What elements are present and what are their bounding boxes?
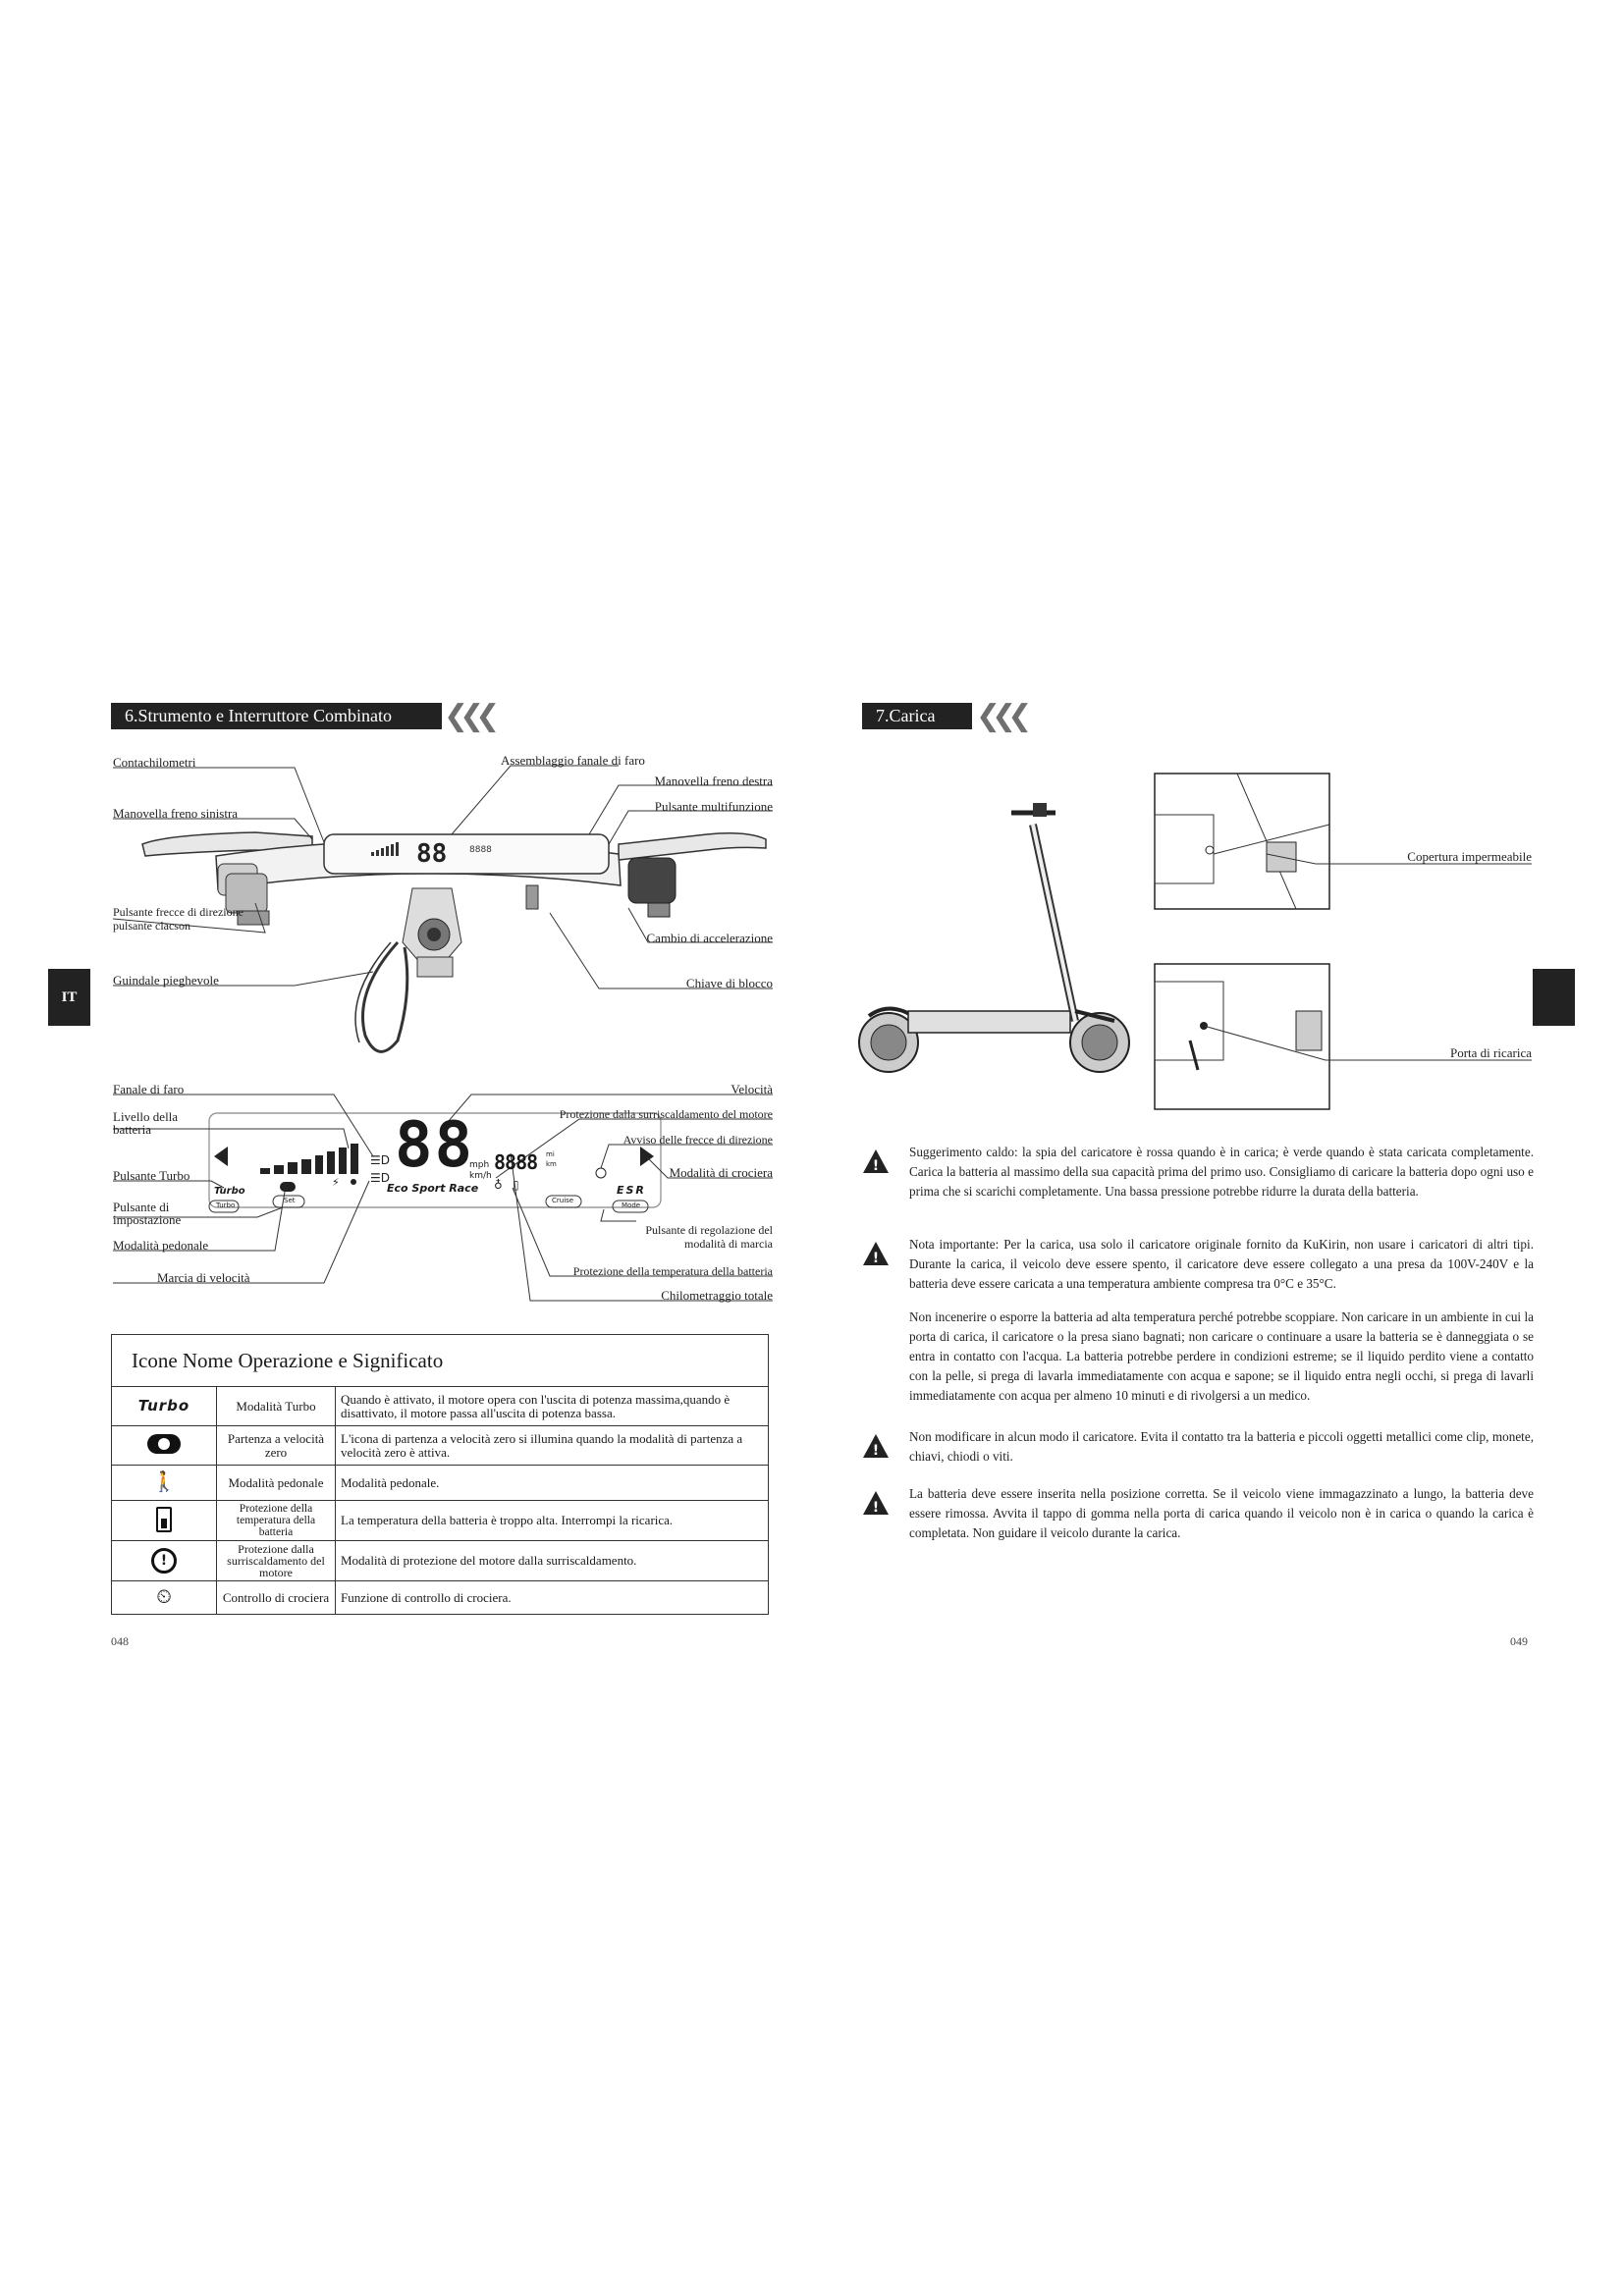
- callout-frecce: Avviso delle frecce di direzione: [623, 1133, 773, 1147]
- callout-copertura: Copertura impermeabile: [1407, 849, 1532, 864]
- chevrons-decoration: ❮❮❮: [444, 699, 492, 733]
- callout-cambio-accelerazione: Cambio di accelerazione: [646, 931, 773, 945]
- turbo-logo: Turbo: [214, 1186, 245, 1197]
- svg-text:☰D: ☰D: [370, 1171, 390, 1185]
- unit-mph: mph: [469, 1160, 490, 1170]
- svg-text:!: !: [872, 1251, 880, 1266]
- table-title: Icone Nome Operazione e Significato: [112, 1335, 769, 1387]
- unit-kmh: km/h: [469, 1171, 492, 1181]
- mode-button[interactable]: Mode: [622, 1201, 641, 1209]
- note-inserita: La batteria deve essere inserita nella posizione corretta. Se il veicolo viene immagazzinato a lungo, la batteria deve essere rimossa. Avvita il tappo di gomma nella porta di carica quando il veicolo non è in carica o quando la carica è completata. Non guidare il veicolo durante la carica.: [909, 1486, 1534, 1540]
- callout-regolazione: Pulsante di regolazione del modalità di marcia: [645, 1223, 773, 1251]
- callout-impostazione: Pulsante di impostazione: [113, 1200, 182, 1227]
- svg-text:▯: ▯: [513, 1178, 519, 1192]
- note-suggerimento: Suggerimento caldo: la spia del caricatore è rossa quando è in carica; è verde quando è stata caricata completamente. Carica la batteria al massimo della sua capacità prima del primo uso. Consigliamo di caricare la batteria dopo ogni uso e prima che si scarichi completamente. Una bassa pressione potrebbe ridurre la durata della batteria.: [909, 1145, 1534, 1199]
- svg-text:⚡: ⚡: [332, 1176, 340, 1189]
- callout-chiave-blocco: Chiave di blocco: [685, 976, 773, 990]
- note-importante: Nota importante: Per la carica, usa solo il caricatore originale fornito da KuKirin, non usare i caricatori di altri tipi. Durante la carica, il veicolo deve essere spento, il caricatore deve essere collegato a una presa da 100V-240V e la batteria deve essere caricata a una temperatura ambiente compresa tra 0°C e 35°C.: [909, 1237, 1534, 1291]
- section-title-carica: 7.Carica: [862, 703, 972, 729]
- callout-freno-destra: Manovella freno destra: [654, 774, 773, 788]
- speed-readout: 88: [395, 1109, 475, 1182]
- row-name: Partenza a velocità zero: [217, 1426, 336, 1466]
- chevrons-decoration: ❮❮❮: [976, 699, 1024, 733]
- motor-overheat-icon: !: [151, 1548, 177, 1574]
- svg-text:8888: 8888: [469, 845, 492, 855]
- callout-freno-sinistra: Manovella freno sinistra: [113, 806, 239, 821]
- odometer-readout: 8888: [494, 1150, 538, 1174]
- row-desc: Modalità di protezione del motore dalla surriscaldamento.: [336, 1541, 769, 1581]
- page-number-right: 049: [1510, 1634, 1528, 1648]
- cruise-button[interactable]: Cruise: [552, 1197, 574, 1204]
- modes-label: Eco Sport Race: [387, 1182, 479, 1195]
- note-incenerire: Non incenerire o esporre la batteria ad alta temperatura perché potrebbe scoppiare. Non caricare in un ambiente in cui la porta di carica, il caricatore o la presa siano bagnati; non caricare o continuare a usare la batteria se è danneggiata o se entra in contatto con l'acqua. La batteria potrebbe perdere in condizioni estreme; se il liquido perdito viene a contatto con la pelle, si prega di lavarla immediatamente con acqua e sapone; se il liquido entra negli occhi, si prega di lavarli immediatamente con acqua per almeno 10 minuti e di rivolgersi a un medico.: [909, 1309, 1534, 1403]
- svg-text:!: !: [872, 1443, 880, 1459]
- row-name: Protezione dalla surriscaldamento del motore: [217, 1541, 336, 1581]
- svg-text:♁: ♁: [494, 1178, 503, 1192]
- row-desc: Modalità pedonale.: [336, 1466, 769, 1501]
- row-desc: Quando è attivato, il motore opera con l'uscita di potenza massima,quando è disattivato, il motore passa all'uscita di potenza bassa.: [336, 1387, 769, 1426]
- callout-marcia: Marcia di velocità: [157, 1270, 250, 1285]
- cruise-icon: ⏲: [156, 1584, 172, 1608]
- callout-turbo: Pulsante Turbo: [113, 1168, 190, 1183]
- callout-assemblaggio-fanale: Assemblaggio fanale di faro: [501, 753, 645, 768]
- warning-icon: [862, 1241, 890, 1266]
- section-title-strumento: 6.Strumento e Interruttore Combinato: [111, 703, 442, 729]
- callout-crociera: Modalità di crociera: [669, 1165, 773, 1180]
- warning-icon: [862, 1148, 890, 1174]
- callout-km-totale: Chilometraggio totale: [661, 1288, 773, 1303]
- callout-porta-ricarica: Porta di ricarica: [1449, 1045, 1532, 1060]
- callout-guindale: Guindale pieghevole: [113, 973, 219, 988]
- callout-multifunzione: Pulsante multifunzione: [654, 799, 773, 814]
- callout-velocita: Velocità: [731, 1082, 773, 1096]
- warning-icon: [862, 1433, 890, 1459]
- row-desc: La temperatura della batteria è troppo alta. Interrompi la ricarica.: [336, 1501, 769, 1541]
- row-name: Protezione della temperatura della batteria: [217, 1501, 336, 1541]
- callout-fanale: Fanale di faro: [113, 1082, 185, 1096]
- unit-mi: mi: [546, 1150, 555, 1158]
- esr-label: ESR: [617, 1184, 646, 1197]
- svg-text:!: !: [872, 1158, 880, 1174]
- svg-text:☰D: ☰D: [370, 1153, 390, 1167]
- callout-frecce-clacson: Pulsante frecce di direzione pulsante clacson: [113, 905, 244, 933]
- callout-temp-batteria: Protezione della temperatura della batteria: [572, 1264, 773, 1278]
- turbo-button[interactable]: Turbo: [216, 1201, 236, 1209]
- row-name: Modalità Turbo: [217, 1387, 336, 1426]
- row-name: Controllo di crociera: [217, 1581, 336, 1615]
- walking-icon: 🚶: [151, 1469, 177, 1493]
- row-name: Modalità pedonale: [217, 1466, 336, 1501]
- callout-livello-batteria: Livello della batteria: [113, 1109, 179, 1137]
- callout-protezione-motore: Protezione dalla surriscaldamento del motore: [559, 1107, 773, 1121]
- page-number-left: 048: [111, 1634, 129, 1648]
- callout-pedonale: Modalità pedonale: [113, 1238, 209, 1253]
- row-desc: L'icona di partenza a velocità zero si illumina quando la modalità di partenza a velocità zero è attiva.: [336, 1426, 769, 1466]
- note-modificare: Non modificare in alcun modo il caricatore. Evita il contatto tra la batteria e piccoli oggetti metallici come clip, monete, chiavi, chiodi o viti.: [909, 1429, 1534, 1464]
- turbo-icon: Turbo: [137, 1397, 190, 1415]
- callout-contachilometri: Contachilometri: [113, 755, 196, 770]
- warning-icon: [862, 1490, 890, 1516]
- language-tab: IT: [48, 969, 90, 1026]
- row-desc: Funzione di controllo di crociera.: [336, 1581, 769, 1615]
- svg-text:!: !: [872, 1500, 880, 1516]
- svg-text:88: 88: [416, 839, 448, 869]
- unit-km: km: [546, 1160, 557, 1168]
- set-button[interactable]: Set: [284, 1197, 296, 1204]
